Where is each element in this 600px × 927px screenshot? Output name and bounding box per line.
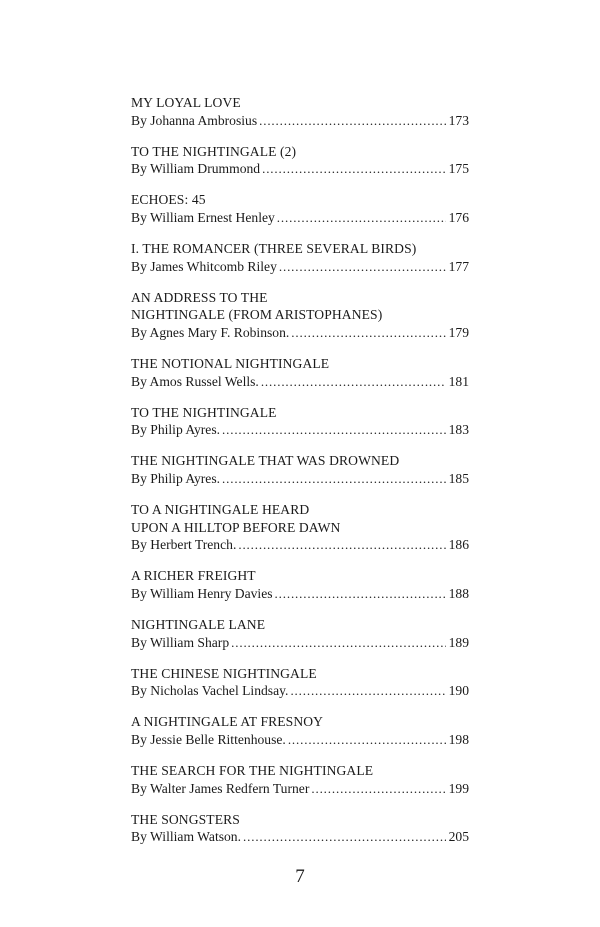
toc-entry [131,240,469,275]
dot-leader [275,585,446,603]
entry-title: A NIGHTINGALE AT FRESNOY [131,714,324,730]
entry-author-line [131,634,469,652]
toc-entry [131,616,469,651]
entry-title: THE NOTIONAL NIGHTINGALE [131,356,330,372]
dot-leader [290,682,445,700]
entry-author-line [131,682,469,700]
entry-author: By Johanna Ambrosius [131,112,258,128]
entry-author-line [131,421,469,439]
dot-leader [291,324,445,342]
entry-author-line [131,160,469,178]
entry-author: By Herbert Trench. [131,537,237,553]
entry-page-number: 186 [448,537,469,553]
dot-leader [288,731,446,749]
dot-leader [261,373,446,391]
toc-entry [131,289,469,342]
entry-page-number: 190 [448,683,469,699]
entry-title: MY LOYAL LOVE [131,95,241,110]
entry-title: THE SEARCH FOR THE NIGHTINGALE [131,763,374,779]
dot-leader [311,780,445,798]
toc-entry [131,713,469,748]
page-number: 7 [295,866,305,887]
entry-page-number: 175 [448,161,469,177]
entry-page-number: 198 [448,732,469,748]
entry-author: By Nicholas Vachel Lindsay. [131,683,289,699]
entry-title: TO THE NIGHTINGALE (2) [131,143,297,159]
entry-title: THE NIGHTINGALE THAT WAS DROWNED [131,453,400,469]
toc-entry [131,452,469,487]
entry-title: A RICHER FREIGHT [131,568,256,584]
entry-author-line [131,585,469,603]
entry-page-number: 185 [448,471,469,486]
dot-leader [277,209,446,227]
entry-author: By Philip Ayres. [131,422,221,438]
table-of-contents [131,94,469,860]
entry-title: ECHOES: 45 [131,192,206,208]
entry-page-number: 189 [448,634,469,650]
entry-author-line [131,324,469,342]
entry-author: By William Drummond [131,161,261,177]
dot-leader [262,160,446,178]
entry-author-line [131,258,469,276]
entry-author-line [131,112,469,130]
entry-author-line [131,209,469,227]
entry-title: THE CHINESE NIGHTINGALE [131,665,317,681]
entry-author: By Jessie Belle Rittenhouse. [131,732,286,748]
dot-leader [243,828,446,846]
entry-author-line [131,780,469,798]
toc-entry [131,501,469,554]
toc-entry [131,762,469,797]
toc-entry [131,143,469,178]
entry-title-continued: NIGHTINGALE (FROM ARISTOPHANES) [131,307,383,323]
entry-author: By James Whitcomb Riley [131,258,277,274]
toc-entry [131,94,469,129]
entry-author: By William Sharp [131,634,230,650]
entry-author-line [131,731,469,749]
entry-page-number: 199 [448,780,469,796]
entry-author: By Walter James Redfern Turner [131,780,310,796]
entry-title: TO A NIGHTINGALE HEARD [131,502,310,518]
toc-entry [131,811,469,846]
entry-title: AN ADDRESS TO THE [131,289,268,305]
toc-entry [131,567,469,602]
toc-entry [131,404,469,439]
toc-entry [131,355,469,390]
entry-page-number: 188 [448,585,469,601]
entry-title: NIGHTINGALE LANE [131,617,266,633]
entry-author: By William Watson. [131,829,242,845]
entry-page-number: 183 [448,422,469,438]
entry-page-number: 205 [448,829,469,845]
entry-author-line [131,373,469,391]
entry-page-number: 179 [448,324,469,340]
dot-leader [279,258,446,276]
entry-author-line [131,470,469,488]
entry-author-line [131,828,469,846]
dot-leader [259,112,445,130]
entry-page-number: 181 [448,373,469,389]
entry-author: By William Henry Davies [131,585,273,601]
toc-entry [131,191,469,226]
entry-author: By Amos Russel Wells. [131,373,259,389]
entry-title: TO THE NIGHTINGALE [131,404,277,420]
dot-leader [222,470,446,488]
entry-author: By William Ernest Henley [131,209,275,225]
entry-title-continued: UPON A HILLTOP BEFORE DAWN [131,519,341,535]
dot-leader [231,634,445,652]
dot-leader [238,536,445,554]
entry-author-line [131,536,469,554]
entry-page-number: 177 [448,258,469,274]
dot-leader [222,421,446,439]
toc-entry [131,665,469,700]
entry-author: By Philip Ayres. [131,471,221,486]
entry-title: THE SONGSTERS [131,811,240,827]
entry-author: By Agnes Mary F. Robinson. [131,324,290,340]
entry-title: I. THE ROMANCER (THREE SEVERAL BIRDS) [131,241,417,257]
entry-page-number: 173 [448,112,469,128]
entry-page-number: 176 [448,209,469,225]
